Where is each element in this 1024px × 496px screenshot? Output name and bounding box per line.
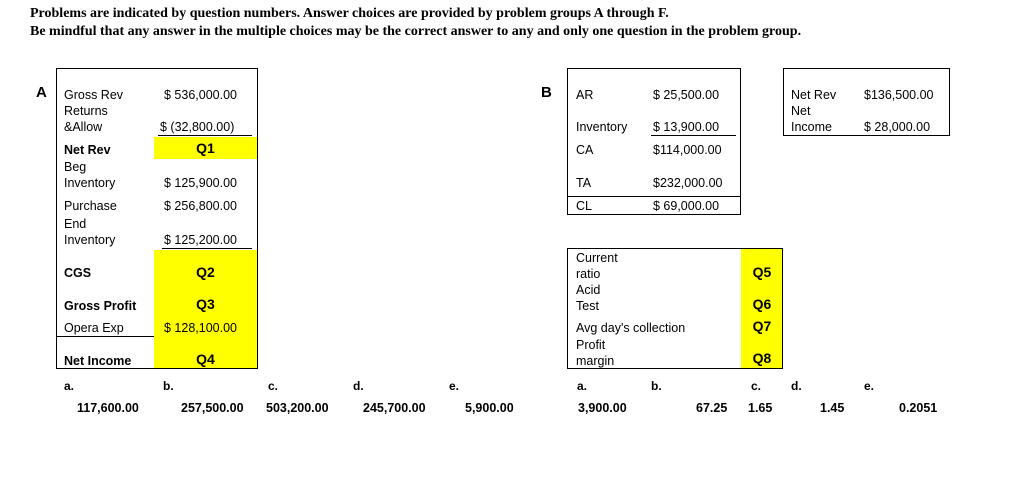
ta-cl-divider [568,196,740,197]
opera-exp-label: Opera Exp [64,321,124,335]
choice-e-value: 5,900.00 [465,401,514,415]
purchase-label: Purchase [64,199,117,213]
choice-c-letter: c. [268,379,279,393]
choice-b-group-c-letter: c. [751,379,762,393]
end-inventory-label-line1: End [64,217,87,231]
choice-e-letter: e. [449,379,460,393]
choice-c-value: 503,200.00 [266,401,329,415]
ar-value: $ 25,500.00 [653,88,720,102]
net-income-label: Net Income [64,354,132,368]
choice-b-group-d-value: 1.45 [820,401,845,415]
gross-rev-value: $ 536,000.00 [164,88,237,102]
question-q3: Q3 [196,296,215,312]
opera-exp-value: $ 128,100.00 [164,321,237,335]
beg-inventory-label-line1: Beg [64,160,87,174]
question-q8: Q8 [752,350,772,366]
inventory-label: Inventory [576,120,628,134]
profit-margin-label-line2: margin [576,354,615,368]
cgs-label: CGS [64,266,92,280]
cl-value: $ 69,000.00 [653,199,720,213]
returns-label-line1: Returns [64,104,108,118]
profit-margin-label-line1: Profit [576,338,606,352]
end-inventory-underline [162,248,252,249]
beg-inventory-value: $ 125,900.00 [164,176,237,190]
question-q6: Q6 [752,296,772,312]
acid-test-label-line2: Test [576,299,599,313]
choice-b-group-b-value: 67.25 [696,401,728,415]
question-q5: Q5 [752,264,772,280]
ca-label: CA [576,143,594,157]
choice-b-group-b-letter: b. [651,379,662,393]
choice-b-group-a-value: 3,900.00 [578,401,627,415]
income-net-income-label-line2: Income [791,120,832,134]
net-rev-label: Net Rev [64,143,111,157]
income-net-income-value: $ 28,000.00 [864,120,931,134]
gross-profit-label: Gross Profit [64,299,137,313]
choice-b-value: 257,500.00 [181,401,244,415]
income-net-rev-value: $136,500.00 [864,88,934,102]
choice-a-value: 117,600.00 [77,401,139,415]
avg-days-collection-label: Avg day's collection [576,321,686,335]
inventory-value: $ 13,900.00 [653,120,720,134]
instruction-line-2: Be mindful that any answer in the multiple choices may be the correct answer to any and only one question in the problem group. [30,24,802,39]
question-q4: Q4 [196,351,215,367]
group-b-label: B [541,84,552,101]
group-a-label: A [36,84,47,101]
question-q1: Q1 [196,140,215,156]
choice-d-value: 245,700.00 [363,401,426,415]
choice-b-group-a-letter: a. [577,379,588,393]
opera-exp-underline [57,336,154,337]
question-q2: Q2 [196,264,215,280]
returns-underline [158,135,252,136]
end-inventory-value: $ 125,200.00 [164,233,237,247]
gross-rev-label: Gross Rev [64,88,124,102]
inventory-underline [651,135,736,136]
choice-b-group-d-letter: d. [791,379,802,393]
ar-label: AR [576,88,594,102]
ca-value: $114,000.00 [653,143,722,157]
income-net-rev-label: Net Rev [791,88,837,102]
instruction-line-1: Problems are indicated by question numbers. Answer choices are provided by problem groups A through F. [30,6,669,21]
end-inventory-label-line2: Inventory [64,233,116,247]
choice-b-group-e-letter: e. [864,379,875,393]
beg-inventory-label-line2: Inventory [64,176,116,190]
current-ratio-label-line1: Current [576,251,618,265]
choice-b-letter: b. [163,379,174,393]
purchase-value: $ 256,800.00 [164,199,237,213]
income-net-income-label-line1: Net [791,104,811,118]
ta-value: $232,000.00 [653,176,723,190]
choice-b-group-e-value: 0.2051 [899,401,938,415]
current-ratio-label-line2: ratio [576,267,601,281]
choice-a-letter: a. [64,379,75,393]
returns-label-line2: &Allow [64,120,103,134]
cl-label: CL [576,199,592,213]
choice-d-letter: d. [353,379,364,393]
acid-test-label-line1: Acid [576,283,601,297]
returns-value: $ (32,800.00) [160,120,235,134]
question-q7: Q7 [752,318,772,334]
choice-b-group-c-value: 1.65 [748,401,773,415]
ta-label: TA [576,176,592,190]
